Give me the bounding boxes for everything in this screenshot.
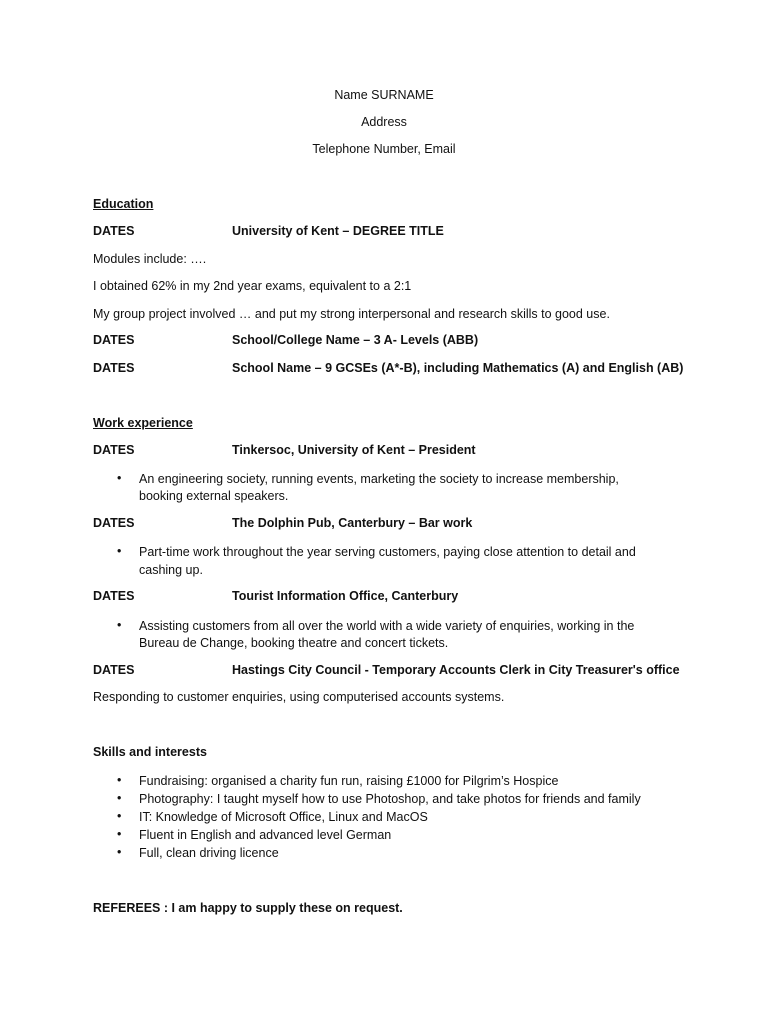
skill-item: IT: Knowledge of Microsoft Office, Linux and MacOS bbox=[139, 810, 428, 824]
education-title-1: University of Kent – DEGREE TITLE bbox=[232, 224, 444, 238]
education-dates-1: DATES bbox=[93, 224, 135, 238]
skill-item: Full, clean driving licence bbox=[139, 846, 279, 860]
work-bullet-2-line-1: Part-time work throughout the year serving customers, paying close attention to detail and bbox=[139, 545, 636, 559]
bullet-icon: • bbox=[117, 544, 122, 558]
education-title-3: School Name – 9 GCSEs (A*-B), including Mathematics (A) and English (AB) bbox=[232, 361, 684, 375]
skill-item: Fluent in English and advanced level German bbox=[139, 828, 392, 842]
bullet-icon: • bbox=[117, 471, 122, 485]
work-dates-1: DATES bbox=[93, 443, 135, 457]
education-dates-2: DATES bbox=[93, 333, 135, 347]
bullet-icon: • bbox=[117, 773, 122, 787]
education-dates-3: DATES bbox=[93, 361, 135, 375]
skill-item: Photography: I taught myself how to use Photoshop, and take photos for friends and family bbox=[139, 792, 641, 806]
work-heading: Work experience bbox=[93, 416, 193, 430]
education-title-2: School/College Name – 3 A- Levels (ABB) bbox=[232, 333, 479, 347]
grade-text: I obtained 62% in my 2nd year exams, equivalent to a 2:1 bbox=[93, 279, 412, 293]
work-title-4: Hastings City Council - Temporary Accounts Clerk in City Treasurer's office bbox=[232, 663, 680, 677]
work-bullet-1-line-1: An engineering society, running events, marketing the society to increase membership, bbox=[139, 472, 619, 486]
work-title-2: The Dolphin Pub, Canterbury – Bar work bbox=[232, 516, 473, 530]
work-bullet-3-line-1: Assisting customers from all over the world with a wide variety of enquiries, working in the bbox=[139, 619, 635, 633]
work-title-1: Tinkersoc, University of Kent – President bbox=[232, 443, 476, 457]
work-title-3: Tourist Information Office, Canterbury bbox=[232, 589, 459, 603]
candidate-name: Name SURNAME bbox=[334, 88, 434, 102]
work-bullet-2-line-2: cashing up. bbox=[139, 563, 203, 577]
work-dates-4: DATES bbox=[93, 663, 135, 677]
work-bullet-3-line-2: Bureau de Change, booking theatre and concert tickets. bbox=[139, 636, 449, 650]
project-text: My group project involved … and put my strong interpersonal and research skills to good use. bbox=[93, 307, 610, 321]
work-dates-3: DATES bbox=[93, 589, 135, 603]
skill-item: Fundraising: organised a charity fun run, raising £1000 for Pilgrim’s Hospice bbox=[139, 774, 559, 788]
referees-statement: REFEREES : I am happy to supply these on request. bbox=[93, 901, 403, 915]
work-description-4: Responding to customer enquiries, using computerised accounts systems. bbox=[93, 690, 505, 704]
bullet-icon: • bbox=[117, 845, 122, 859]
bullet-icon: • bbox=[117, 791, 122, 805]
bullet-icon: • bbox=[117, 827, 122, 841]
modules-text: Modules include: …. bbox=[93, 252, 207, 266]
bullet-icon: • bbox=[117, 618, 122, 632]
work-dates-2: DATES bbox=[93, 516, 135, 530]
skills-heading: Skills and interests bbox=[93, 745, 207, 759]
address: Address bbox=[361, 115, 407, 129]
contact-details: Telephone Number, Email bbox=[312, 142, 456, 156]
work-bullet-1-line-2: booking external speakers. bbox=[139, 489, 289, 503]
bullet-icon: • bbox=[117, 809, 122, 823]
education-heading: Education bbox=[93, 197, 154, 211]
